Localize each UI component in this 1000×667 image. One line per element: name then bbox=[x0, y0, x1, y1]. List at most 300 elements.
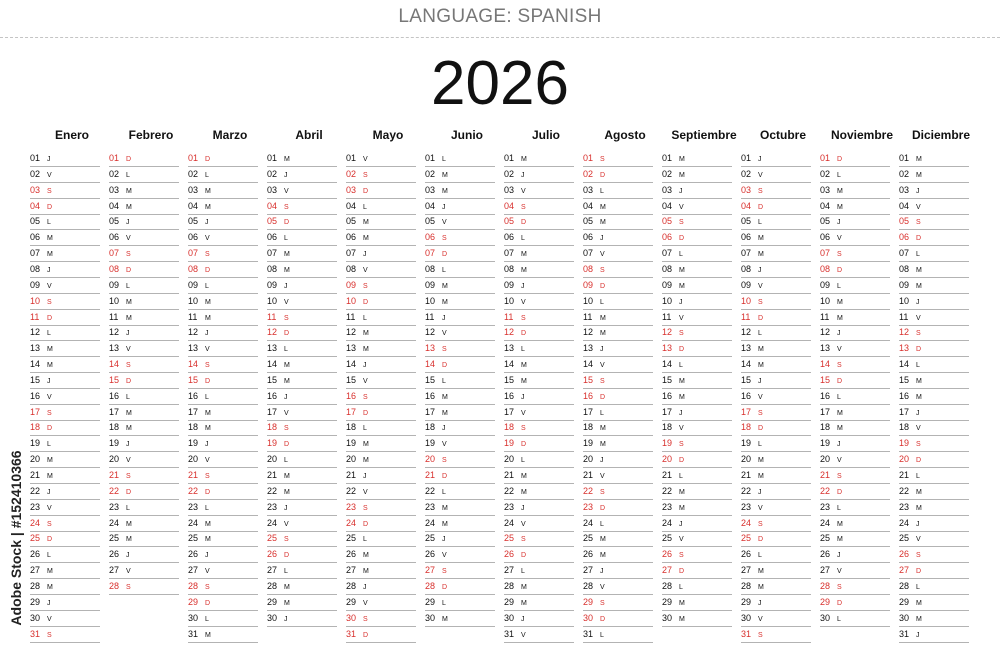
day-number: 14 bbox=[662, 359, 673, 370]
day-number: 05 bbox=[267, 216, 278, 227]
day-number: 25 bbox=[583, 533, 594, 544]
weekday-letter: J bbox=[363, 473, 367, 480]
weekday-letter: M bbox=[284, 266, 290, 274]
day-number: 24 bbox=[820, 517, 831, 528]
day-row bbox=[583, 467, 653, 484]
weekday-letter: D bbox=[600, 615, 606, 623]
weekday-letter: D bbox=[521, 441, 527, 449]
day-number: 18 bbox=[425, 422, 436, 433]
weekday-letter: J bbox=[442, 425, 446, 433]
weekday-letter: J bbox=[126, 552, 130, 560]
weekday-letter: M bbox=[205, 536, 211, 544]
day-row bbox=[425, 372, 495, 389]
day-number: 09 bbox=[30, 279, 41, 290]
weekday-letter: S bbox=[363, 393, 368, 401]
weekday-letter: V bbox=[837, 568, 842, 576]
day-row bbox=[109, 435, 179, 452]
day-row bbox=[30, 198, 100, 215]
day-row bbox=[899, 245, 969, 262]
day-row bbox=[741, 309, 811, 326]
day-row bbox=[425, 578, 495, 595]
day-number: 27 bbox=[267, 565, 278, 576]
day-row bbox=[188, 388, 258, 405]
weekday-letter: D bbox=[205, 266, 211, 274]
weekday-letter: M bbox=[837, 298, 843, 306]
day-row bbox=[899, 182, 969, 199]
day-row bbox=[267, 610, 337, 627]
day-number: 04 bbox=[662, 200, 673, 211]
day-number: 14 bbox=[425, 359, 436, 370]
day-number: 18 bbox=[741, 422, 752, 433]
day-number: 05 bbox=[109, 216, 120, 227]
day-row bbox=[583, 324, 653, 341]
weekday-letter: V bbox=[47, 282, 52, 290]
day-number: 12 bbox=[741, 327, 752, 338]
day-number: 28 bbox=[820, 580, 831, 591]
day-number: 02 bbox=[346, 168, 357, 179]
day-number: 06 bbox=[741, 232, 752, 243]
day-number: 22 bbox=[267, 485, 278, 496]
weekday-letter: V bbox=[758, 393, 763, 401]
weekday-letter: L bbox=[679, 583, 683, 591]
day-number: 12 bbox=[109, 327, 120, 338]
month-name: Abril bbox=[295, 128, 323, 142]
day-row bbox=[741, 388, 811, 405]
day-number: 27 bbox=[741, 565, 752, 576]
day-number: 12 bbox=[267, 327, 278, 338]
day-row bbox=[820, 404, 890, 421]
day-number: 09 bbox=[583, 279, 594, 290]
day-row bbox=[583, 388, 653, 405]
weekday-letter: M bbox=[442, 298, 448, 306]
weekday-letter: S bbox=[205, 583, 210, 591]
weekday-letter: J bbox=[758, 156, 762, 163]
day-row bbox=[346, 150, 416, 167]
day-number: 11 bbox=[504, 311, 514, 322]
day-row bbox=[30, 451, 100, 468]
day-number: 07 bbox=[346, 248, 357, 259]
weekday-letter: V bbox=[126, 568, 131, 576]
day-number: 04 bbox=[583, 200, 594, 211]
weekday-letter: J bbox=[600, 568, 604, 576]
day-number: 21 bbox=[346, 470, 357, 480]
day-row bbox=[820, 610, 890, 627]
day-row bbox=[425, 261, 495, 278]
day-row bbox=[109, 372, 179, 389]
day-row bbox=[820, 309, 890, 326]
day-row bbox=[267, 530, 337, 547]
day-row bbox=[109, 245, 179, 262]
day-number: 05 bbox=[662, 216, 673, 227]
day-number: 09 bbox=[504, 279, 515, 290]
day-row bbox=[583, 150, 653, 167]
day-row bbox=[504, 213, 574, 230]
weekday-letter: V bbox=[521, 187, 526, 195]
day-row bbox=[662, 340, 732, 357]
weekday-letter: M bbox=[758, 235, 764, 243]
day-row bbox=[899, 356, 969, 373]
day-row bbox=[899, 419, 969, 436]
day-row bbox=[662, 610, 732, 627]
day-row bbox=[820, 293, 890, 310]
day-number: 21 bbox=[30, 470, 41, 480]
day-number: 22 bbox=[662, 485, 673, 496]
day-number: 27 bbox=[30, 565, 41, 576]
weekday-letter: L bbox=[363, 536, 367, 544]
weekday-letter: D bbox=[47, 425, 53, 433]
day-number: 22 bbox=[109, 485, 120, 496]
weekday-letter: M bbox=[363, 346, 369, 354]
day-row bbox=[662, 467, 732, 484]
weekday-letter: M bbox=[521, 377, 527, 385]
day-number: 29 bbox=[583, 596, 594, 607]
day-number: 18 bbox=[583, 422, 594, 433]
day-number: 04 bbox=[820, 200, 831, 211]
weekday-letter: M bbox=[679, 615, 685, 623]
weekday-letter: J bbox=[837, 219, 841, 227]
weekday-letter: V bbox=[442, 219, 447, 227]
day-number: 15 bbox=[741, 374, 752, 385]
weekday-letter: D bbox=[679, 235, 685, 243]
weekday-letter: L bbox=[600, 409, 604, 417]
day-row bbox=[109, 515, 179, 532]
day-row bbox=[30, 340, 100, 357]
day-number: 12 bbox=[188, 327, 199, 338]
day-number: 08 bbox=[346, 263, 357, 274]
weekday-letter: S bbox=[47, 409, 52, 417]
weekday-letter: D bbox=[679, 568, 685, 576]
day-row bbox=[899, 578, 969, 595]
weekday-letter: S bbox=[47, 631, 52, 639]
weekday-letter: L bbox=[679, 473, 683, 480]
weekday-letter: M bbox=[521, 362, 527, 370]
day-number: 29 bbox=[899, 596, 910, 607]
day-number: 28 bbox=[741, 580, 752, 591]
day-number: 01 bbox=[504, 153, 515, 163]
weekday-letter: M bbox=[758, 251, 764, 259]
day-row bbox=[662, 150, 732, 167]
day-row bbox=[267, 372, 337, 389]
day-row bbox=[425, 499, 495, 516]
day-row bbox=[504, 372, 574, 389]
day-number: 03 bbox=[504, 184, 515, 195]
day-row bbox=[346, 198, 416, 215]
weekday-letter: D bbox=[442, 583, 448, 591]
weekday-letter: S bbox=[758, 631, 763, 639]
day-number: 27 bbox=[188, 565, 199, 576]
day-row bbox=[583, 530, 653, 547]
day-row bbox=[425, 229, 495, 246]
day-row bbox=[820, 546, 890, 563]
day-number: 17 bbox=[504, 406, 515, 417]
day-number: 21 bbox=[583, 470, 594, 480]
day-row bbox=[899, 515, 969, 532]
weekday-letter: M bbox=[442, 409, 448, 417]
day-number: 29 bbox=[741, 596, 752, 607]
weekday-letter: L bbox=[837, 282, 841, 290]
day-number: 21 bbox=[425, 470, 436, 480]
weekday-letter: D bbox=[916, 235, 922, 243]
weekday-letter: V bbox=[47, 504, 52, 512]
day-row bbox=[662, 499, 732, 516]
day-row bbox=[30, 213, 100, 230]
weekday-letter: M bbox=[916, 156, 922, 163]
day-row bbox=[109, 229, 179, 246]
day-number: 02 bbox=[30, 168, 41, 179]
day-number: 07 bbox=[820, 248, 831, 259]
weekday-letter: J bbox=[521, 171, 525, 179]
day-row bbox=[820, 388, 890, 405]
weekday-letter: D bbox=[363, 520, 369, 528]
day-row bbox=[583, 213, 653, 230]
day-row bbox=[741, 451, 811, 468]
day-row bbox=[899, 483, 969, 500]
day-number: 20 bbox=[820, 454, 831, 465]
weekday-letter: L bbox=[47, 441, 51, 449]
day-row bbox=[583, 626, 653, 643]
weekday-letter: V bbox=[284, 298, 289, 306]
day-row bbox=[583, 404, 653, 421]
day-number: 02 bbox=[820, 168, 831, 179]
day-number: 31 bbox=[346, 628, 357, 639]
weekday-letter: M bbox=[758, 362, 764, 370]
day-row bbox=[662, 309, 732, 326]
weekday-letter: S bbox=[600, 156, 605, 163]
weekday-letter: M bbox=[916, 488, 922, 496]
day-row bbox=[741, 594, 811, 611]
day-number: 21 bbox=[267, 470, 278, 480]
language-label: LANGUAGE: SPANISH bbox=[398, 6, 602, 27]
weekday-letter: S bbox=[916, 441, 921, 449]
day-row bbox=[504, 293, 574, 310]
day-number: 02 bbox=[741, 168, 752, 179]
day-number: 18 bbox=[346, 422, 357, 433]
weekday-letter: J bbox=[521, 615, 525, 623]
weekday-letter: V bbox=[521, 520, 526, 528]
day-row bbox=[820, 182, 890, 199]
weekday-letter: L bbox=[758, 552, 762, 560]
day-number: 28 bbox=[267, 580, 278, 591]
day-row bbox=[109, 150, 179, 167]
day-row bbox=[346, 340, 416, 357]
weekday-letter: L bbox=[521, 457, 525, 465]
weekday-letter: S bbox=[521, 536, 526, 544]
day-number: 11 bbox=[741, 311, 751, 322]
day-row bbox=[662, 483, 732, 500]
day-row bbox=[30, 546, 100, 563]
day-number: 19 bbox=[109, 438, 120, 449]
day-number: 08 bbox=[662, 263, 673, 274]
day-row bbox=[662, 546, 732, 563]
weekday-letter: J bbox=[916, 520, 920, 528]
day-number: 05 bbox=[504, 216, 515, 227]
weekday-letter: L bbox=[600, 187, 604, 195]
day-row bbox=[583, 578, 653, 595]
day-row bbox=[583, 515, 653, 532]
day-number: 17 bbox=[741, 406, 752, 417]
day-number: 14 bbox=[267, 359, 278, 370]
day-number: 18 bbox=[188, 422, 199, 433]
weekday-letter: M bbox=[284, 362, 290, 370]
weekday-letter: V bbox=[205, 346, 210, 354]
day-number: 01 bbox=[741, 153, 752, 163]
day-number: 09 bbox=[267, 279, 278, 290]
day-number: 13 bbox=[346, 343, 357, 354]
day-row bbox=[662, 229, 732, 246]
day-row bbox=[741, 261, 811, 278]
year-title: 2026 bbox=[431, 49, 569, 118]
weekday-letter: M bbox=[47, 457, 53, 465]
day-row bbox=[346, 309, 416, 326]
day-row bbox=[662, 388, 732, 405]
day-row bbox=[899, 229, 969, 246]
weekday-letter: J bbox=[916, 298, 920, 306]
day-row bbox=[109, 404, 179, 421]
weekday-letter: D bbox=[679, 346, 685, 354]
day-number: 08 bbox=[583, 263, 594, 274]
day-row bbox=[583, 499, 653, 516]
day-number: 26 bbox=[188, 549, 199, 560]
day-number: 31 bbox=[583, 628, 594, 639]
day-row bbox=[109, 213, 179, 230]
day-number: 17 bbox=[267, 406, 278, 417]
day-number: 01 bbox=[30, 153, 41, 163]
day-number: 14 bbox=[583, 359, 594, 370]
day-number: 16 bbox=[741, 390, 752, 401]
day-number: 24 bbox=[109, 517, 120, 528]
weekday-letter: D bbox=[758, 536, 764, 544]
weekday-letter: L bbox=[916, 251, 920, 259]
day-row bbox=[346, 483, 416, 500]
day-row bbox=[267, 213, 337, 230]
day-row bbox=[267, 404, 337, 421]
day-number: 06 bbox=[504, 232, 515, 243]
day-number: 10 bbox=[899, 295, 910, 306]
day-row bbox=[267, 293, 337, 310]
weekday-letter: M bbox=[916, 393, 922, 401]
weekday-letter: J bbox=[47, 599, 51, 607]
day-number: 04 bbox=[899, 200, 910, 211]
day-row bbox=[504, 499, 574, 516]
day-number: 19 bbox=[583, 438, 594, 449]
day-row bbox=[267, 515, 337, 532]
weekday-letter: M bbox=[47, 568, 53, 576]
day-number: 22 bbox=[504, 485, 515, 496]
weekday-letter: M bbox=[679, 282, 685, 290]
day-row bbox=[188, 150, 258, 167]
day-row bbox=[504, 483, 574, 500]
weekday-letter: J bbox=[205, 552, 209, 560]
day-number: 30 bbox=[583, 612, 594, 623]
day-row bbox=[425, 451, 495, 468]
day-row bbox=[188, 562, 258, 579]
day-row bbox=[346, 245, 416, 262]
weekday-letter: M bbox=[126, 409, 132, 417]
day-number: 31 bbox=[504, 628, 515, 639]
day-row bbox=[662, 372, 732, 389]
weekday-letter: M bbox=[837, 409, 843, 417]
day-number: 20 bbox=[109, 454, 120, 465]
month-name: Enero bbox=[54, 128, 89, 142]
weekday-letter: L bbox=[837, 615, 841, 623]
day-row bbox=[267, 467, 337, 484]
day-row bbox=[741, 324, 811, 341]
day-row bbox=[188, 404, 258, 421]
day-number: 23 bbox=[583, 501, 594, 512]
day-number: 25 bbox=[899, 533, 910, 544]
day-row bbox=[820, 483, 890, 500]
weekday-letter: M bbox=[284, 377, 290, 385]
day-number: 28 bbox=[188, 580, 199, 591]
day-number: 31 bbox=[741, 628, 752, 639]
weekday-letter: L bbox=[758, 441, 762, 449]
day-number: 16 bbox=[30, 390, 41, 401]
day-number: 26 bbox=[109, 549, 120, 560]
weekday-letter: J bbox=[363, 362, 367, 370]
weekday-letter: S bbox=[205, 362, 210, 370]
day-number: 15 bbox=[662, 374, 673, 385]
day-row bbox=[346, 578, 416, 595]
weekday-letter: S bbox=[521, 425, 526, 433]
day-number: 17 bbox=[188, 406, 199, 417]
weekday-letter: D bbox=[442, 251, 448, 259]
day-row bbox=[504, 229, 574, 246]
day-number: 14 bbox=[899, 359, 910, 370]
day-number: 28 bbox=[109, 580, 120, 591]
day-number: 11 bbox=[346, 311, 356, 322]
day-row bbox=[267, 594, 337, 611]
day-number: 22 bbox=[188, 485, 199, 496]
day-number: 30 bbox=[267, 612, 278, 623]
day-row bbox=[504, 277, 574, 294]
weekday-letter: J bbox=[600, 346, 604, 354]
day-row bbox=[504, 182, 574, 199]
weekday-letter: V bbox=[284, 520, 289, 528]
day-row bbox=[30, 626, 100, 643]
day-number: 18 bbox=[504, 422, 515, 433]
weekday-letter: S bbox=[837, 473, 842, 480]
day-number: 25 bbox=[425, 533, 436, 544]
weekday-letter: S bbox=[442, 346, 447, 354]
month-name: Mayo bbox=[372, 128, 404, 142]
day-number: 10 bbox=[583, 295, 594, 306]
day-number: 30 bbox=[346, 612, 357, 623]
weekday-letter: L bbox=[284, 568, 288, 576]
day-row bbox=[30, 150, 100, 167]
weekday-letter: L bbox=[442, 599, 446, 607]
day-row bbox=[899, 261, 969, 278]
day-row bbox=[662, 261, 732, 278]
day-row bbox=[741, 340, 811, 357]
day-row bbox=[741, 499, 811, 516]
day-row bbox=[820, 229, 890, 246]
day-number: 10 bbox=[267, 295, 278, 306]
day-row bbox=[346, 372, 416, 389]
day-number: 21 bbox=[109, 470, 120, 480]
day-row bbox=[425, 515, 495, 532]
day-row bbox=[188, 166, 258, 183]
day-number: 02 bbox=[425, 168, 436, 179]
day-row bbox=[109, 324, 179, 341]
day-row bbox=[741, 515, 811, 532]
weekday-letter: M bbox=[442, 187, 448, 195]
day-number: 13 bbox=[662, 343, 673, 354]
day-row bbox=[188, 261, 258, 278]
day-row bbox=[504, 435, 574, 452]
day-row bbox=[820, 166, 890, 183]
weekday-letter: M bbox=[363, 441, 369, 449]
weekday-letter: D bbox=[600, 171, 606, 179]
